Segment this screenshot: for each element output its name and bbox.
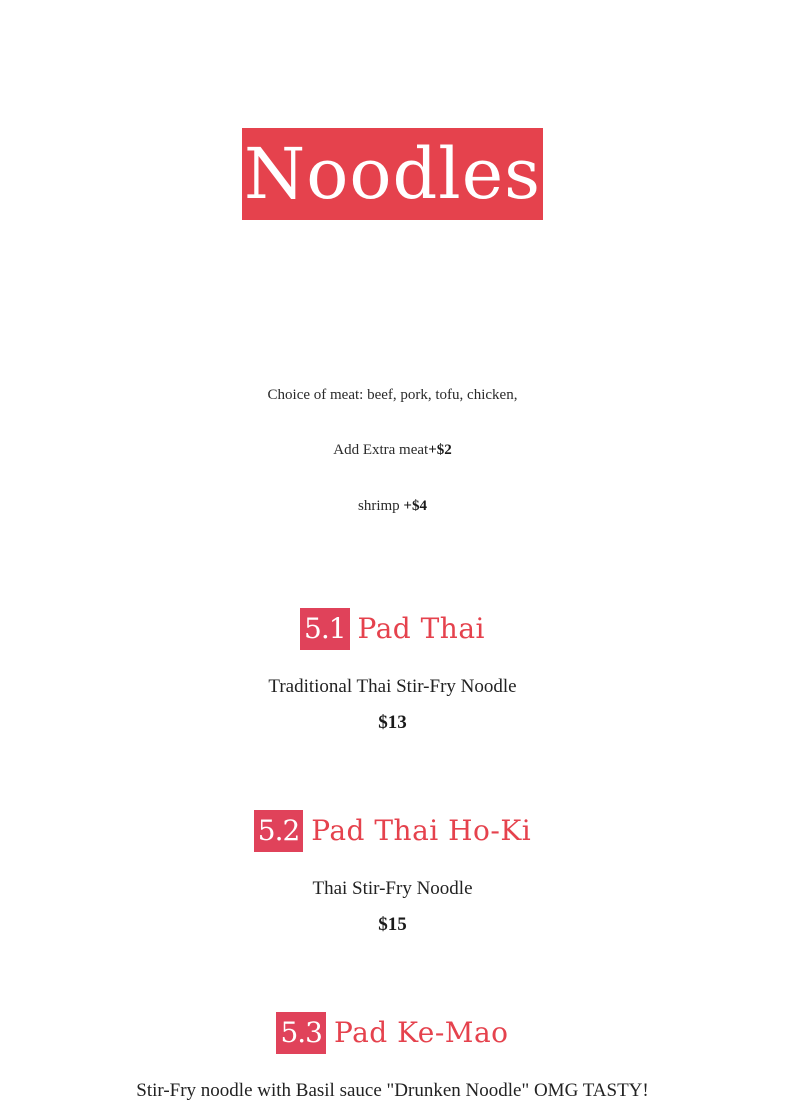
shrimp-text: shrimp <box>358 498 404 514</box>
menu-item-price: $15 <box>378 914 407 935</box>
menu-item-number: 5.3 <box>276 1012 326 1054</box>
menu-item-number: 5.2 <box>254 810 304 852</box>
menu-item <box>0 1012 785 1102</box>
menu-item-description: Thai Stir-Fry Noodle <box>312 878 473 899</box>
extra-meat-price: +$2 <box>428 442 452 458</box>
menu-item-name: Pad Thai <box>357 612 485 645</box>
menu-item-heading <box>0 810 785 852</box>
menu-item-name: Pad Thai Ho-Ki <box>311 814 532 847</box>
menu-item-description: Stir-Fry noodle with Basil sauce "Drunken Noodle" OMG TASTY! <box>136 1080 649 1101</box>
shrimp-note <box>0 498 785 515</box>
menu-item-number: 5.1 <box>300 608 350 650</box>
menu-item-heading <box>0 608 785 650</box>
extra-meat-text: Add Extra meat <box>333 442 429 458</box>
title-wrap <box>0 128 785 220</box>
menu-item-heading <box>0 1012 785 1054</box>
menu-item-name: Pad Ke-Mao <box>334 1016 509 1049</box>
meat-choice-note <box>0 387 785 404</box>
extra-meat-note <box>0 442 785 459</box>
menu-item <box>0 608 785 734</box>
menu-item-description: Traditional Thai Stir-Fry Noodle <box>268 676 517 697</box>
page-title: Noodles <box>242 128 543 220</box>
menu-item <box>0 810 785 936</box>
menu-item-price: $13 <box>378 712 407 733</box>
meat-choice-text: Choice of meat: beef, pork, tofu, chicken, <box>267 387 518 403</box>
shrimp-price: +$4 <box>403 498 427 514</box>
